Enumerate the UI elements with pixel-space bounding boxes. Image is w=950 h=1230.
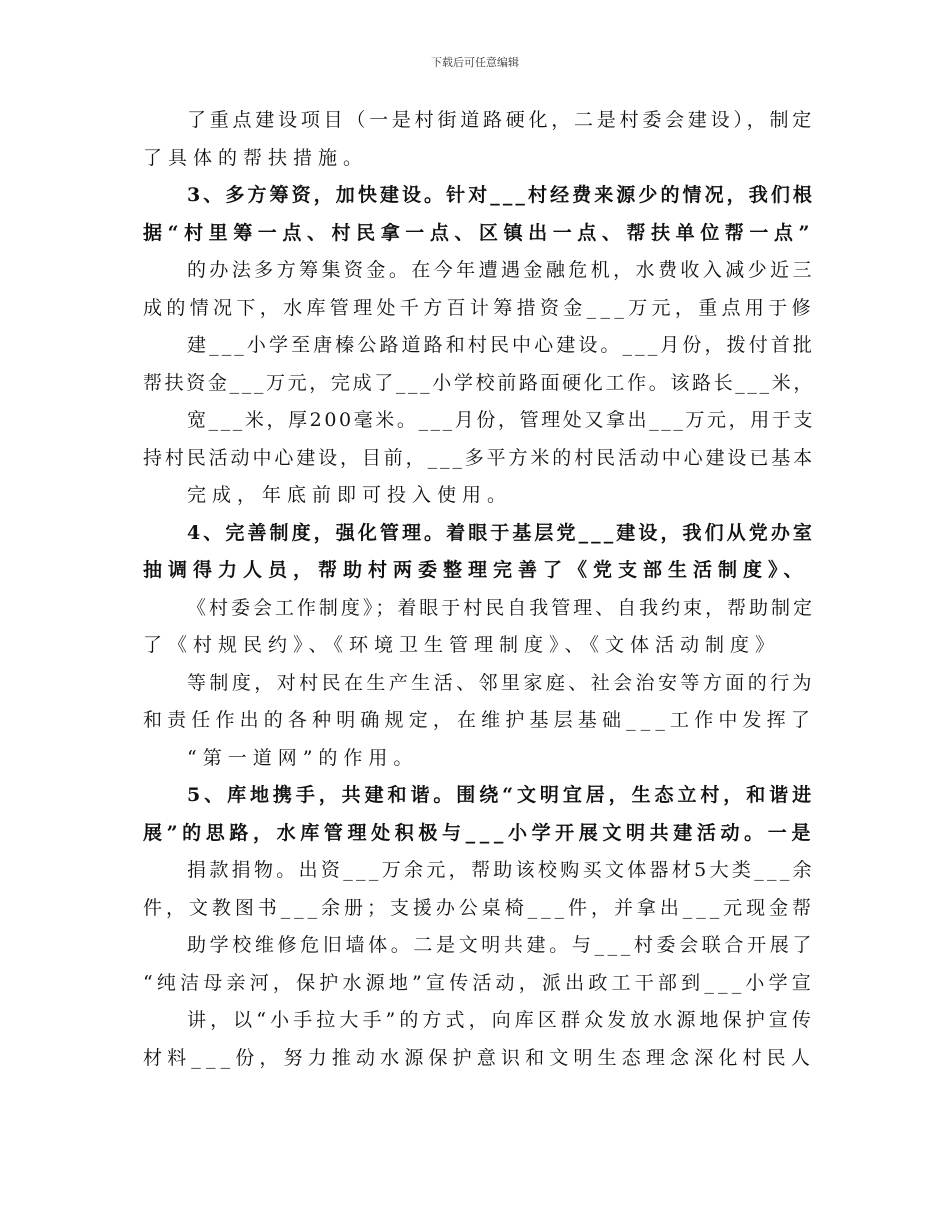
- text-line: 材料___份，努力推动水源保护意识和文明生态理念深化村民人: [143, 1046, 815, 1069]
- text-line: 了《村规民约》、《环境卫生管理制度》、《文体活动制度》: [143, 634, 781, 656]
- text-line: 5、库地携手，共建和谐。围绕“文明宜居，生态立村，和谐进: [187, 784, 815, 806]
- document-body: [143, 102, 815, 1077]
- page-header: 下载后可任意编辑: [431, 56, 519, 69]
- text-line: 宽___米，厚200毫米。___月份，管理处又拿出___万元，用于支: [187, 409, 815, 431]
- text-line: 等制度，对村民在生产生活、邻里家庭、社会治安等方面的行为: [187, 671, 815, 694]
- text-line: 4、完善制度，强化管理。着眼于基层党___建设，我们从党办室: [187, 521, 815, 544]
- text-line: 抽调得力人员，帮助村两委整理完善了《党支部生活制度》、: [143, 559, 809, 581]
- text-line: 展”的思路，水库管理处积极与___小学开展文明共建活动。一是: [143, 821, 815, 844]
- text-line: 了具体的帮扶措施。: [143, 146, 369, 169]
- text-line: 建___小学至唐榛公路道路和村民中心建设。___月份，拨付首批: [187, 334, 815, 356]
- text-line: 了重点建设项目（一是村街道路硬化，二是村委会建设），制定: [187, 109, 815, 131]
- text-line: 3、多方筹资，加快建设。针对___村经费来源少的情况，我们根: [187, 184, 815, 206]
- text-line: 据“村里筹一点、村民拿一点、区镇出一点、帮扶单位帮一点”: [143, 221, 815, 244]
- text-line: 和责任作出的各种明确规定，在维护基层基础___工作中发挥了: [143, 709, 815, 731]
- text-line: 捐款捐物。出资___万余元，帮助该校购买文体器材5大类___余: [187, 859, 815, 881]
- text-line: 持村民活动中心建设，目前，___多平方米的村民活动中心建设已基本: [143, 446, 815, 469]
- text-line: 完成，年底前即可投入使用。: [187, 484, 513, 506]
- text-line: “纯洁母亲河，保护水源地”宣传活动，派出政工干部到___小学宣: [143, 971, 815, 994]
- text-line: 《村委会工作制度》；着眼于村民自我管理、自我约束，帮助制定: [187, 596, 815, 619]
- text-line: “第一道网”的作用。: [187, 746, 419, 769]
- text-line: 件，文教图书___余册；支援办公桌椅___件，并拿出___元现金帮: [143, 896, 815, 919]
- text-line: 成的情况下，水库管理处千方百计筹措资金___万元，重点用于修: [143, 296, 815, 319]
- text-line: 讲，以“小手拉大手”的方式，向库区群众发放水源地保护宣传: [187, 1009, 815, 1031]
- text-line: 助学校维修危旧墙体。二是文明共建。与___村委会联合开展了: [187, 934, 815, 956]
- text-line: 的办法多方筹集资金。在今年遭遇金融危机，水费收入减少近三: [187, 259, 815, 281]
- text-line: 帮扶资金___万元，完成了___小学校前路面硬化工作。该路长___米，: [143, 371, 815, 394]
